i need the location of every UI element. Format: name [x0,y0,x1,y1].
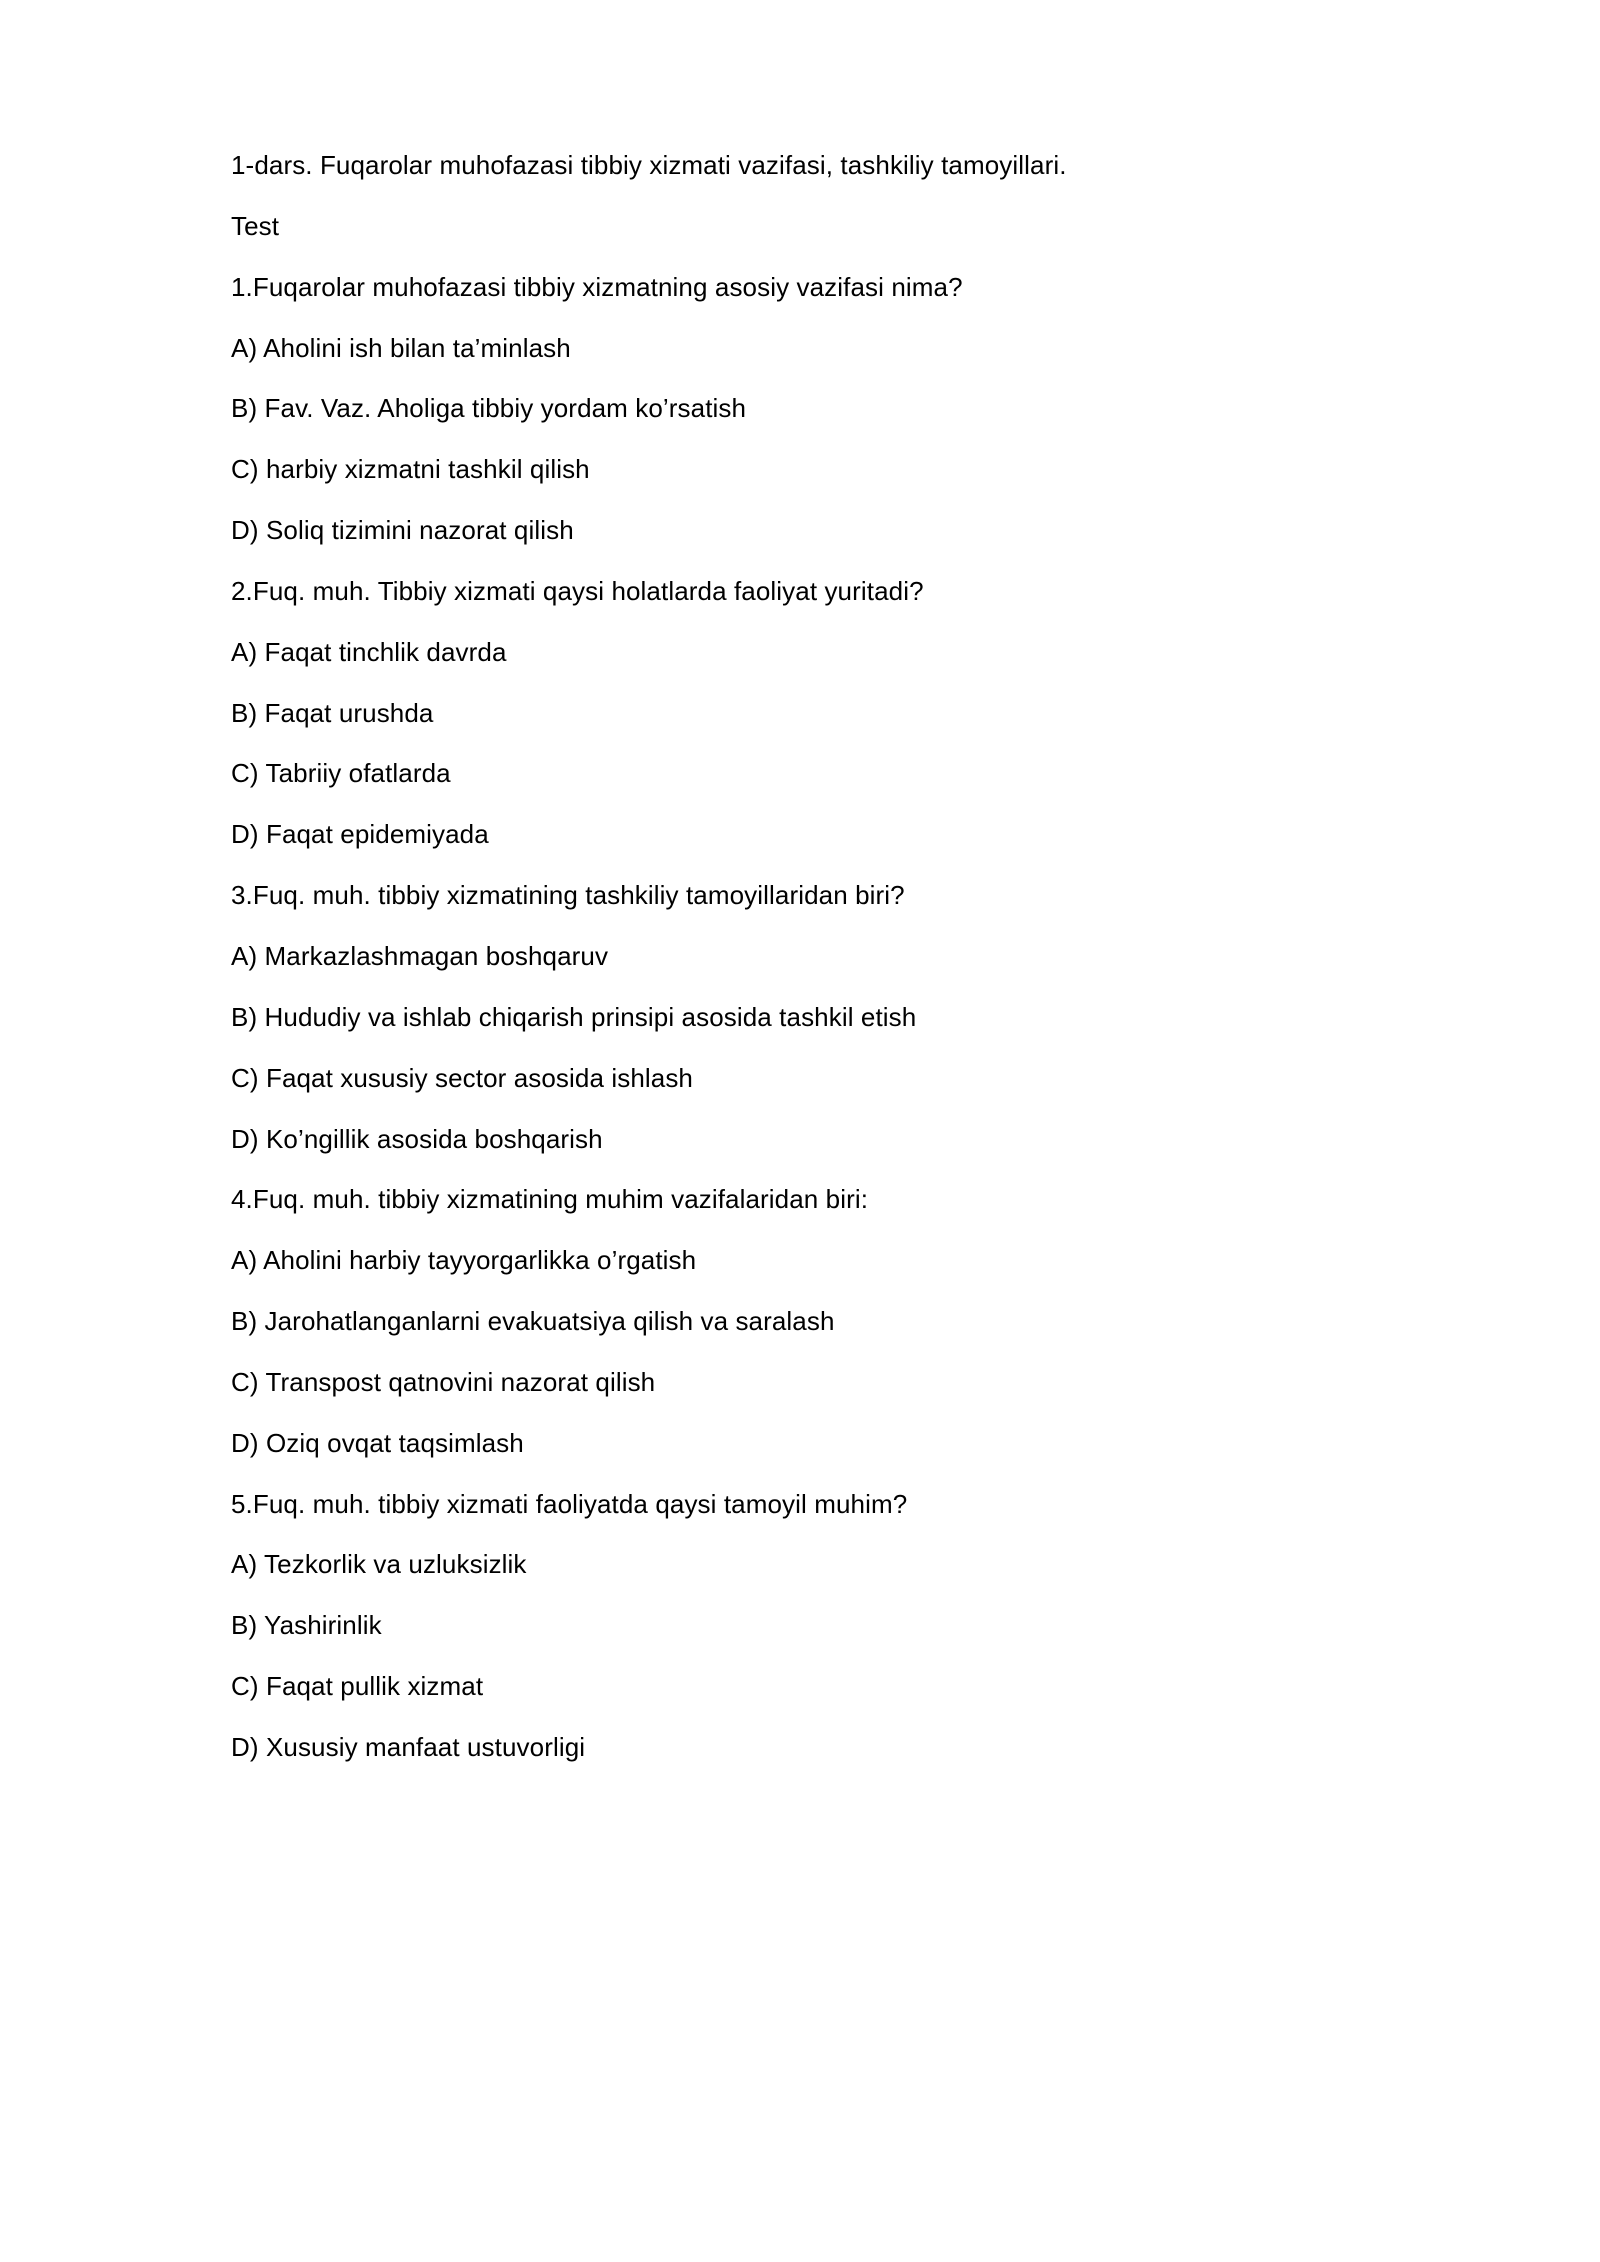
section-heading: Test [231,210,280,241]
question-2: 2.Fuq. muh. Tibbiy xizmati qaysi holatlarda faoliyat yuritadi? [231,575,924,606]
question-2-option-b: B) Faqat urushda [231,697,434,728]
question-1-option-a: A) Aholini ish bilan ta’minlash [231,332,571,363]
question-5-option-a: A) Tezkorlik va uzluksizlik [231,1549,527,1580]
question-2-option-d: D) Faqat epidemiyada [231,819,489,850]
question-3-option-d: D) Ko’ngillik asosida boshqarish [231,1123,603,1154]
question-4-option-b: B) Jarohatlanganlarni evakuatsiya qilish va saralash [231,1306,835,1337]
question-2-option-c: C) Tabriiy ofatlarda [231,758,451,789]
question-5: 5.Fuq. muh. tibbiy xizmati faoliyatda qaysi tamoyil muhim? [231,1488,908,1519]
question-3: 3.Fuq. muh. tibbiy xizmatining tashkiliy tamoyillaridan biri? [231,880,905,911]
question-1: 1.Fuqarolar muhofazasi tibbiy xizmatning asosiy vazifasi nima? [231,271,963,302]
question-1-option-d: D) Soliq tizimini nazorat qilish [231,515,574,546]
question-3-option-c: C) Faqat xususiy sector asosida ishlash [231,1062,693,1093]
question-4-option-a: A) Aholini harbiy tayyorgarlikka o’rgatish [231,1245,697,1276]
lesson-title: 1-dars. Fuqarolar muhofazasi tibbiy xizmati vazifasi, tashkiliy tamoyillari. [231,150,1067,180]
question-3-option-a: A) Markazlashmagan boshqaruv [231,940,609,971]
question-2-option-a: A) Faqat tinchlik davrda [231,636,507,667]
question-4: 4.Fuq. muh. tibbiy xizmatining muhim vazifalaridan biri: [231,1184,869,1215]
question-5-option-d: D) Xususiy manfaat ustuvorligi [231,1731,586,1762]
question-5-option-c: C) Faqat pullik xizmat [231,1671,484,1702]
question-4-option-d: D) Oziq ovqat taqsimlash [231,1427,524,1458]
question-3-option-b: B) Hududiy va ishlab chiqarish prinsipi asosida tashkil etish [231,1001,917,1032]
question-5-option-b: B) Yashirinlik [231,1610,382,1641]
question-4-option-c: C) Transpost qatnovini nazorat qilish [231,1366,656,1397]
document-body [231,150,1381,1793]
question-1-option-c: C) harbiy xizmatni tashkil qilish [231,454,590,485]
question-1-option-b: B) Fav. Vaz. Aholiga tibbiy yordam ko’rsatish [231,393,747,424]
